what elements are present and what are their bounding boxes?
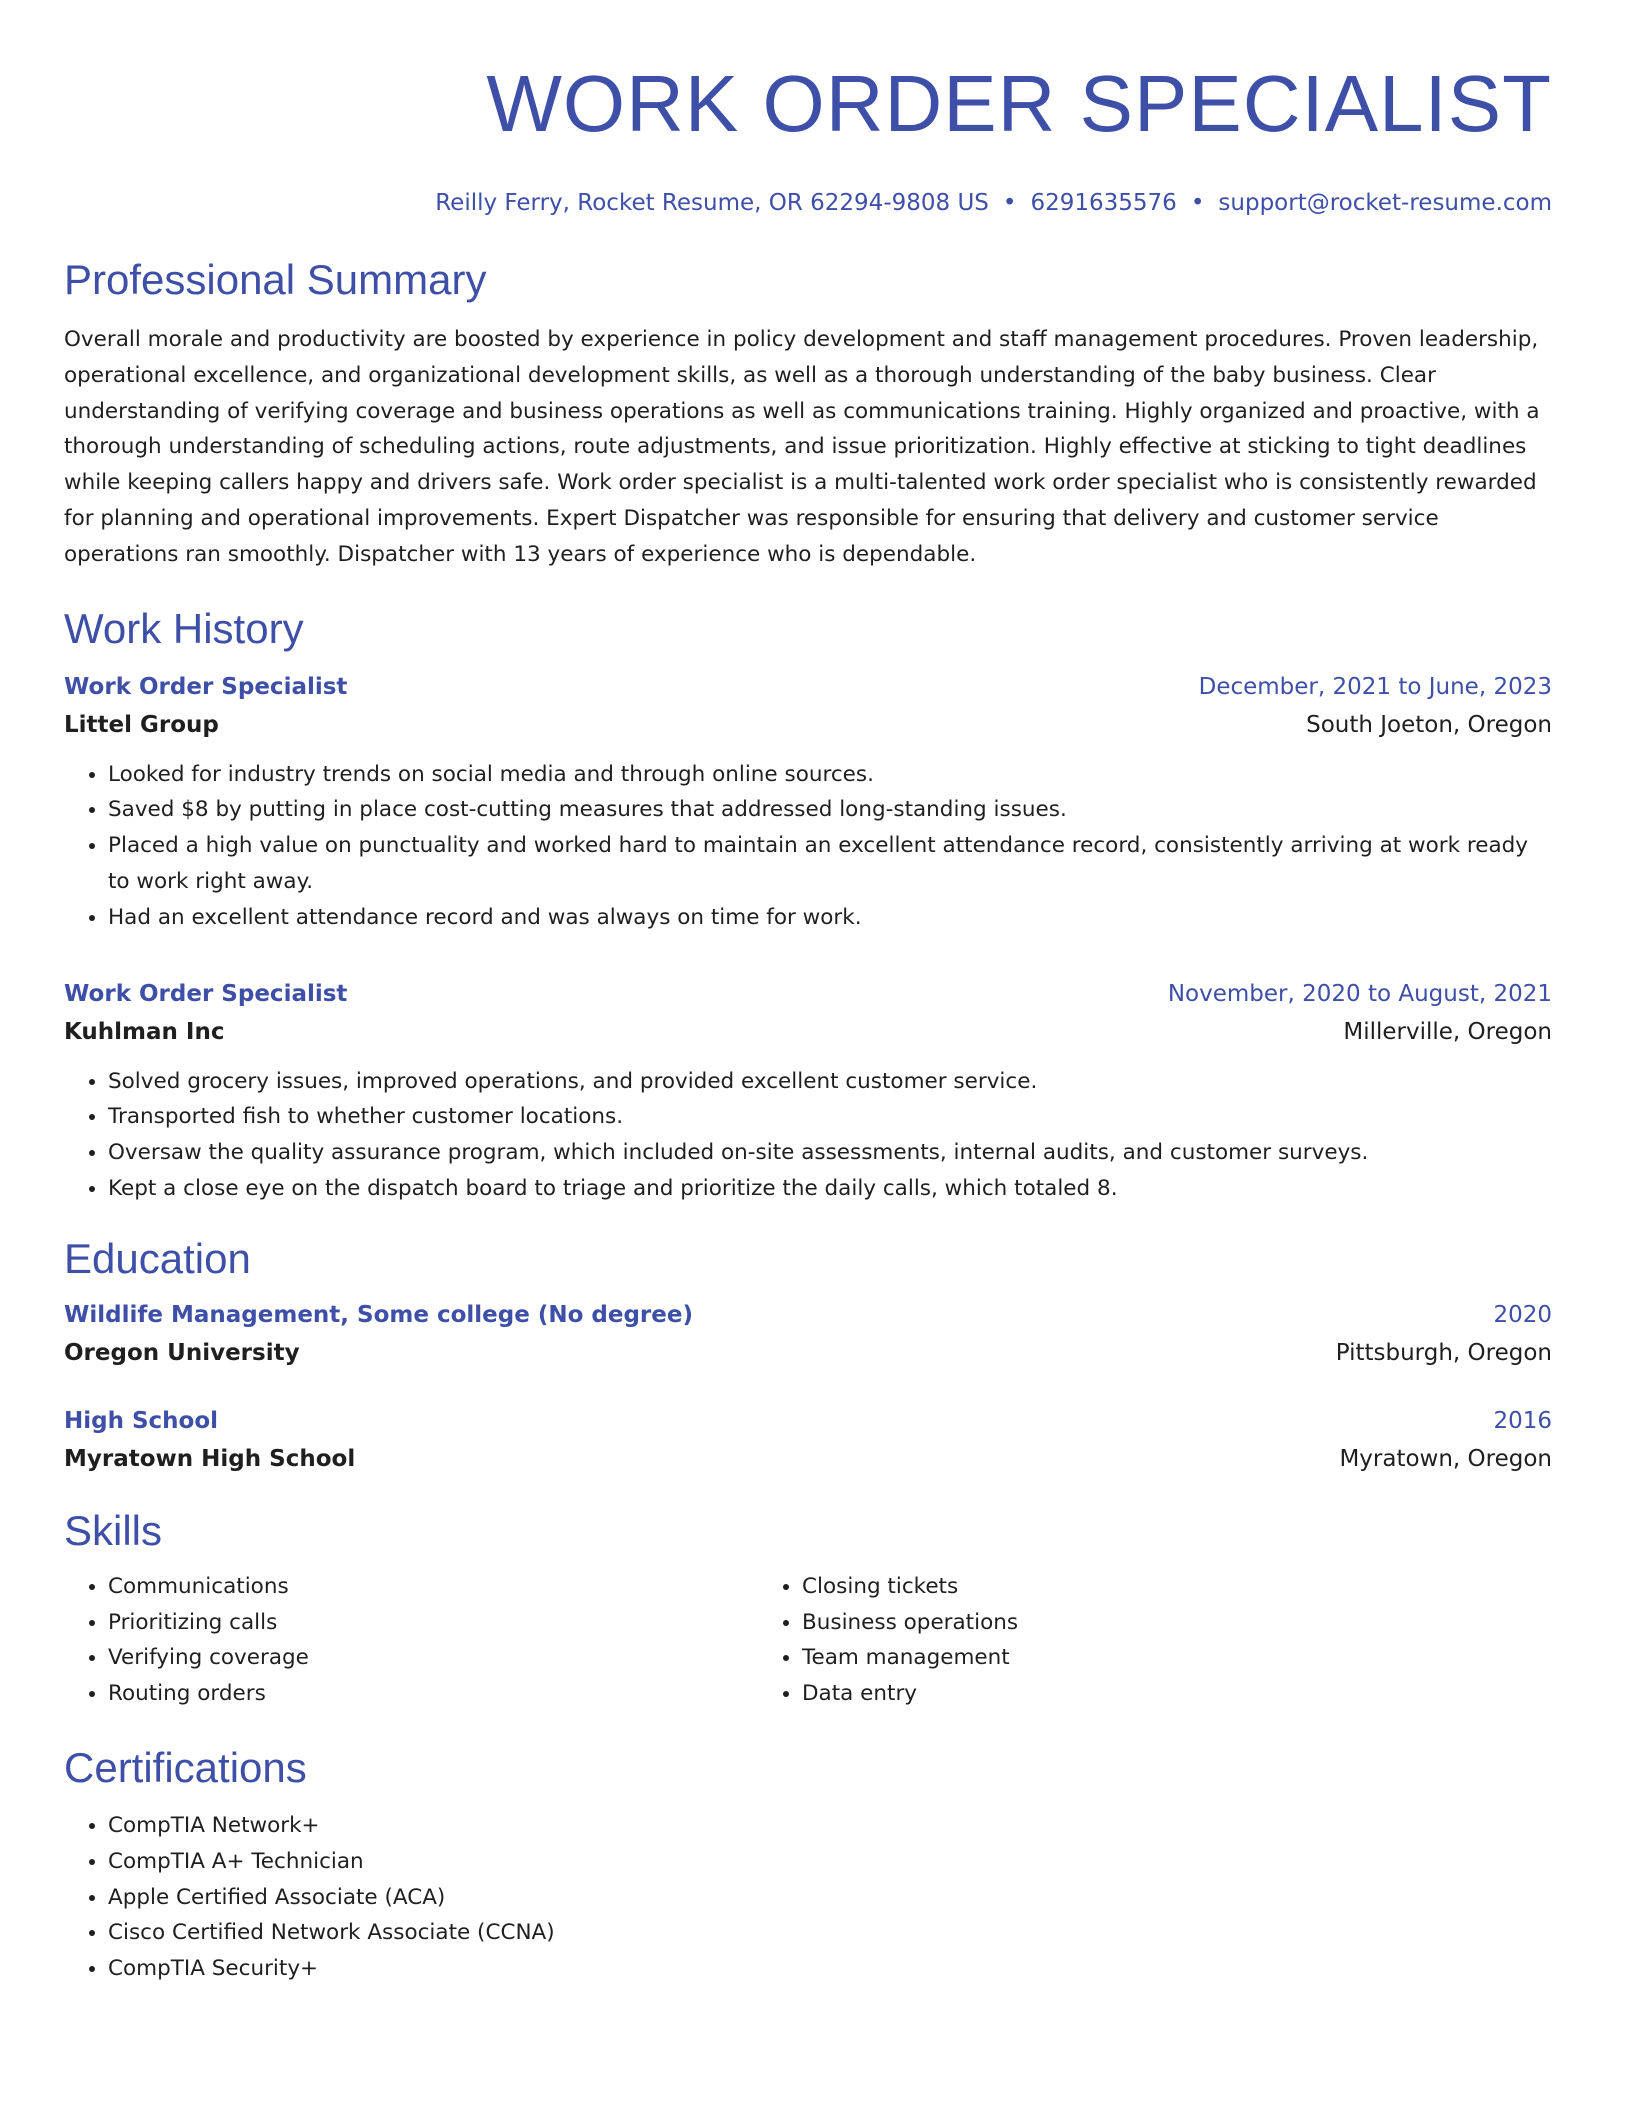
job-role: Work Order Specialist [64, 980, 348, 1007]
job-dates: November, 2020 to August, 2021 [1167, 980, 1552, 1007]
education-year: 2016 [1493, 1407, 1552, 1434]
list-item: • Transported fish to whether customer locations. [108, 1099, 1552, 1135]
list-item: • Communications [108, 1569, 754, 1605]
summary-heading: Professional Summary [64, 256, 487, 303]
job-location: Millerville, Oregon [1343, 1018, 1552, 1045]
certifications-list [64, 1808, 1552, 1987]
resume-header [64, 56, 1552, 218]
certifications-heading: Certifications [64, 1743, 307, 1791]
education-degree: Wildlife Management, Some college (No degree) [64, 1301, 693, 1328]
list-item: • Team management [802, 1640, 1444, 1676]
contact-email: support@rocket-resume.com [1218, 190, 1552, 216]
job-entry [64, 669, 1552, 936]
list-item: • Prioritizing calls [108, 1605, 754, 1641]
job-location: South Joeton, Oregon [1306, 711, 1552, 738]
list-item: • Kept a close eye on the dispatch board to triage and prioritize the daily calls, which totaled 8. [108, 1171, 1552, 1207]
list-item: • CompTIA Network+ [108, 1808, 1552, 1844]
list-item: • Closing tickets [802, 1569, 1444, 1605]
education-school: Oregon University [64, 1339, 300, 1366]
contact-separator: • [1190, 190, 1205, 216]
skills-list [64, 1569, 1552, 1712]
list-item: • Cisco Certified Network Associate (CCNA) [108, 1915, 1552, 1951]
job-bullets [64, 757, 1552, 936]
list-item: • Apple Certified Associate (ACA) [108, 1880, 1552, 1916]
education-location: Pittsburgh, Oregon [1335, 1339, 1552, 1366]
education-school: Myratown High School [64, 1445, 356, 1472]
contact-separator: • [1002, 190, 1017, 216]
education-heading: Education [64, 1234, 251, 1282]
list-item: • CompTIA Security+ [108, 1951, 1552, 1987]
list-item: • Verifying coverage [108, 1640, 754, 1676]
contact-address: Reilly Ferry, Rocket Resume, OR 62294-9808 US [435, 190, 989, 216]
job-company: Kuhlman Inc [64, 1018, 225, 1045]
work-history-heading: Work History [64, 604, 304, 652]
job-entry [64, 976, 1552, 1207]
contact-phone: 6291635576 [1030, 190, 1177, 216]
list-item: • Looked for industry trends on social media and through online sources. [108, 757, 1552, 793]
education-entry [64, 1403, 1552, 1479]
list-item: • Placed a high value on punctuality and worked hard to maintain an excellent attendance record, consistently arriving at work ready to work right away. [108, 828, 1552, 900]
list-item: • Oversaw the quality assurance program, which included on-site assessments, internal audits, and customer surveys. [108, 1135, 1552, 1171]
education-year: 2020 [1493, 1301, 1552, 1328]
list-item: • Saved $8 by putting in place cost-cutting measures that addressed long-standing issues. [108, 792, 1552, 828]
job-role: Work Order Specialist [64, 673, 348, 700]
list-item: • Had an excellent attendance record and was always on time for work. [108, 900, 1552, 936]
skills-column-left [64, 1569, 754, 1712]
skills-column-right [754, 1569, 1444, 1712]
education-degree: High School [64, 1407, 219, 1434]
page-title: WORK ORDER SPECIALIST [486, 59, 1552, 148]
job-company: Littel Group [64, 711, 219, 738]
job-dates: December, 2021 to June, 2023 [1198, 673, 1552, 700]
list-item: • Routing orders [108, 1676, 754, 1712]
list-item: • Business operations [802, 1605, 1444, 1641]
list-item: • CompTIA A+ Technician [108, 1844, 1552, 1880]
summary-text: Overall morale and productivity are boosted by experience in policy development and staff management procedures. Proven leadership, operational excellence, and organizational development skills, as well as a thorough understanding of the baby business. Clear understanding of verifying coverage and business operations as well as communications training. Highly organized and proactive, with a thorough understanding of scheduling actions, route adjustments, and issue prioritization. Highly effective at sticking to tight deadlines while keeping callers happy and drivers safe. Work order specialist is a multi-talented work order specialist who is consistently rewarded for planning and operational improvements. Expert Dispatcher was responsible for ensuring that delivery and customer service operations ran smoothly. Dispatcher with 13 years of experience who is dependable. [64, 327, 1540, 567]
job-bullets [64, 1064, 1552, 1207]
contact-line [64, 188, 1552, 218]
education-location: Myratown, Oregon [1339, 1445, 1552, 1472]
list-item: • Solved grocery issues, improved operations, and provided excellent customer service. [108, 1064, 1552, 1100]
list-item: • Data entry [802, 1676, 1444, 1712]
education-entry [64, 1297, 1552, 1373]
skills-heading: Skills [64, 1506, 163, 1554]
